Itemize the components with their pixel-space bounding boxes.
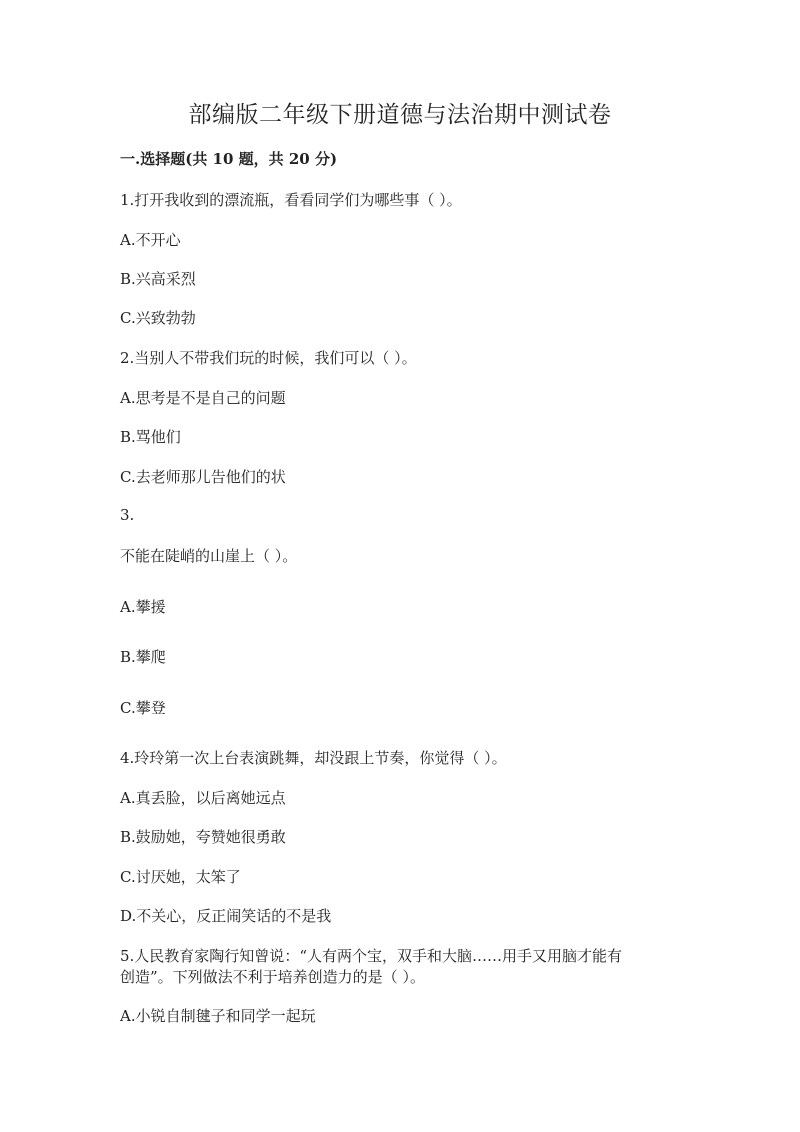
question-1-option-b: B.兴高采烈 [120,270,196,288]
question-5-option-a: A.小锐自制毽子和同学一起玩 [120,1007,316,1025]
question-3-option-c: C.攀登 [120,699,166,717]
page-title: 部编版二年级下册道德与法治期中测试卷 [188,102,612,128]
question-1-option-a: A.不开心 [120,231,181,249]
question-3-number: 3. [120,506,135,524]
question-2-option-b: B.骂他们 [120,428,181,446]
section-heading: 一.选择题(共 10 题，共 20 分) [120,150,338,168]
question-1-stem: 1.打开我收到的漂流瓶，看看同学们为哪些事（ ）。 [120,191,462,209]
question-3-option-a: A.攀援 [120,598,166,616]
question-4-option-d: D.不关心，反正闹笑话的不是我 [120,907,332,925]
question-4-option-b: B.鼓励她，夸赞她很勇敢 [120,828,286,846]
question-3-option-b: B.攀爬 [120,648,166,666]
question-2-option-c: C.去老师那儿告他们的状 [120,468,286,486]
question-5-stem-line-1: 5.人民教育家陶行知曾说：“人有两个宝，双手和大脑……用手又用脑才能有 [120,947,622,965]
question-2-option-a: A.思考是不是自己的问题 [120,389,286,407]
question-4-option-a: A.真丢脸，以后离她远点 [120,789,286,807]
question-3-stem: 不能在陡峭的山崖上（ ）。 [120,547,298,565]
question-2-stem: 2.当别人不带我们玩的时候，我们可以（ ）。 [120,349,417,367]
question-4-stem: 4.玲玲第一次上台表演跳舞，却没跟上节奏，你觉得（ ）。 [120,749,507,767]
question-5-stem-line-2: 创造”。下列做法不利于培养创造力的是（ ）。 [120,968,425,986]
question-4-option-c: C.讨厌她，太笨了 [120,868,241,886]
question-1-option-c: C.兴致勃勃 [120,309,196,327]
